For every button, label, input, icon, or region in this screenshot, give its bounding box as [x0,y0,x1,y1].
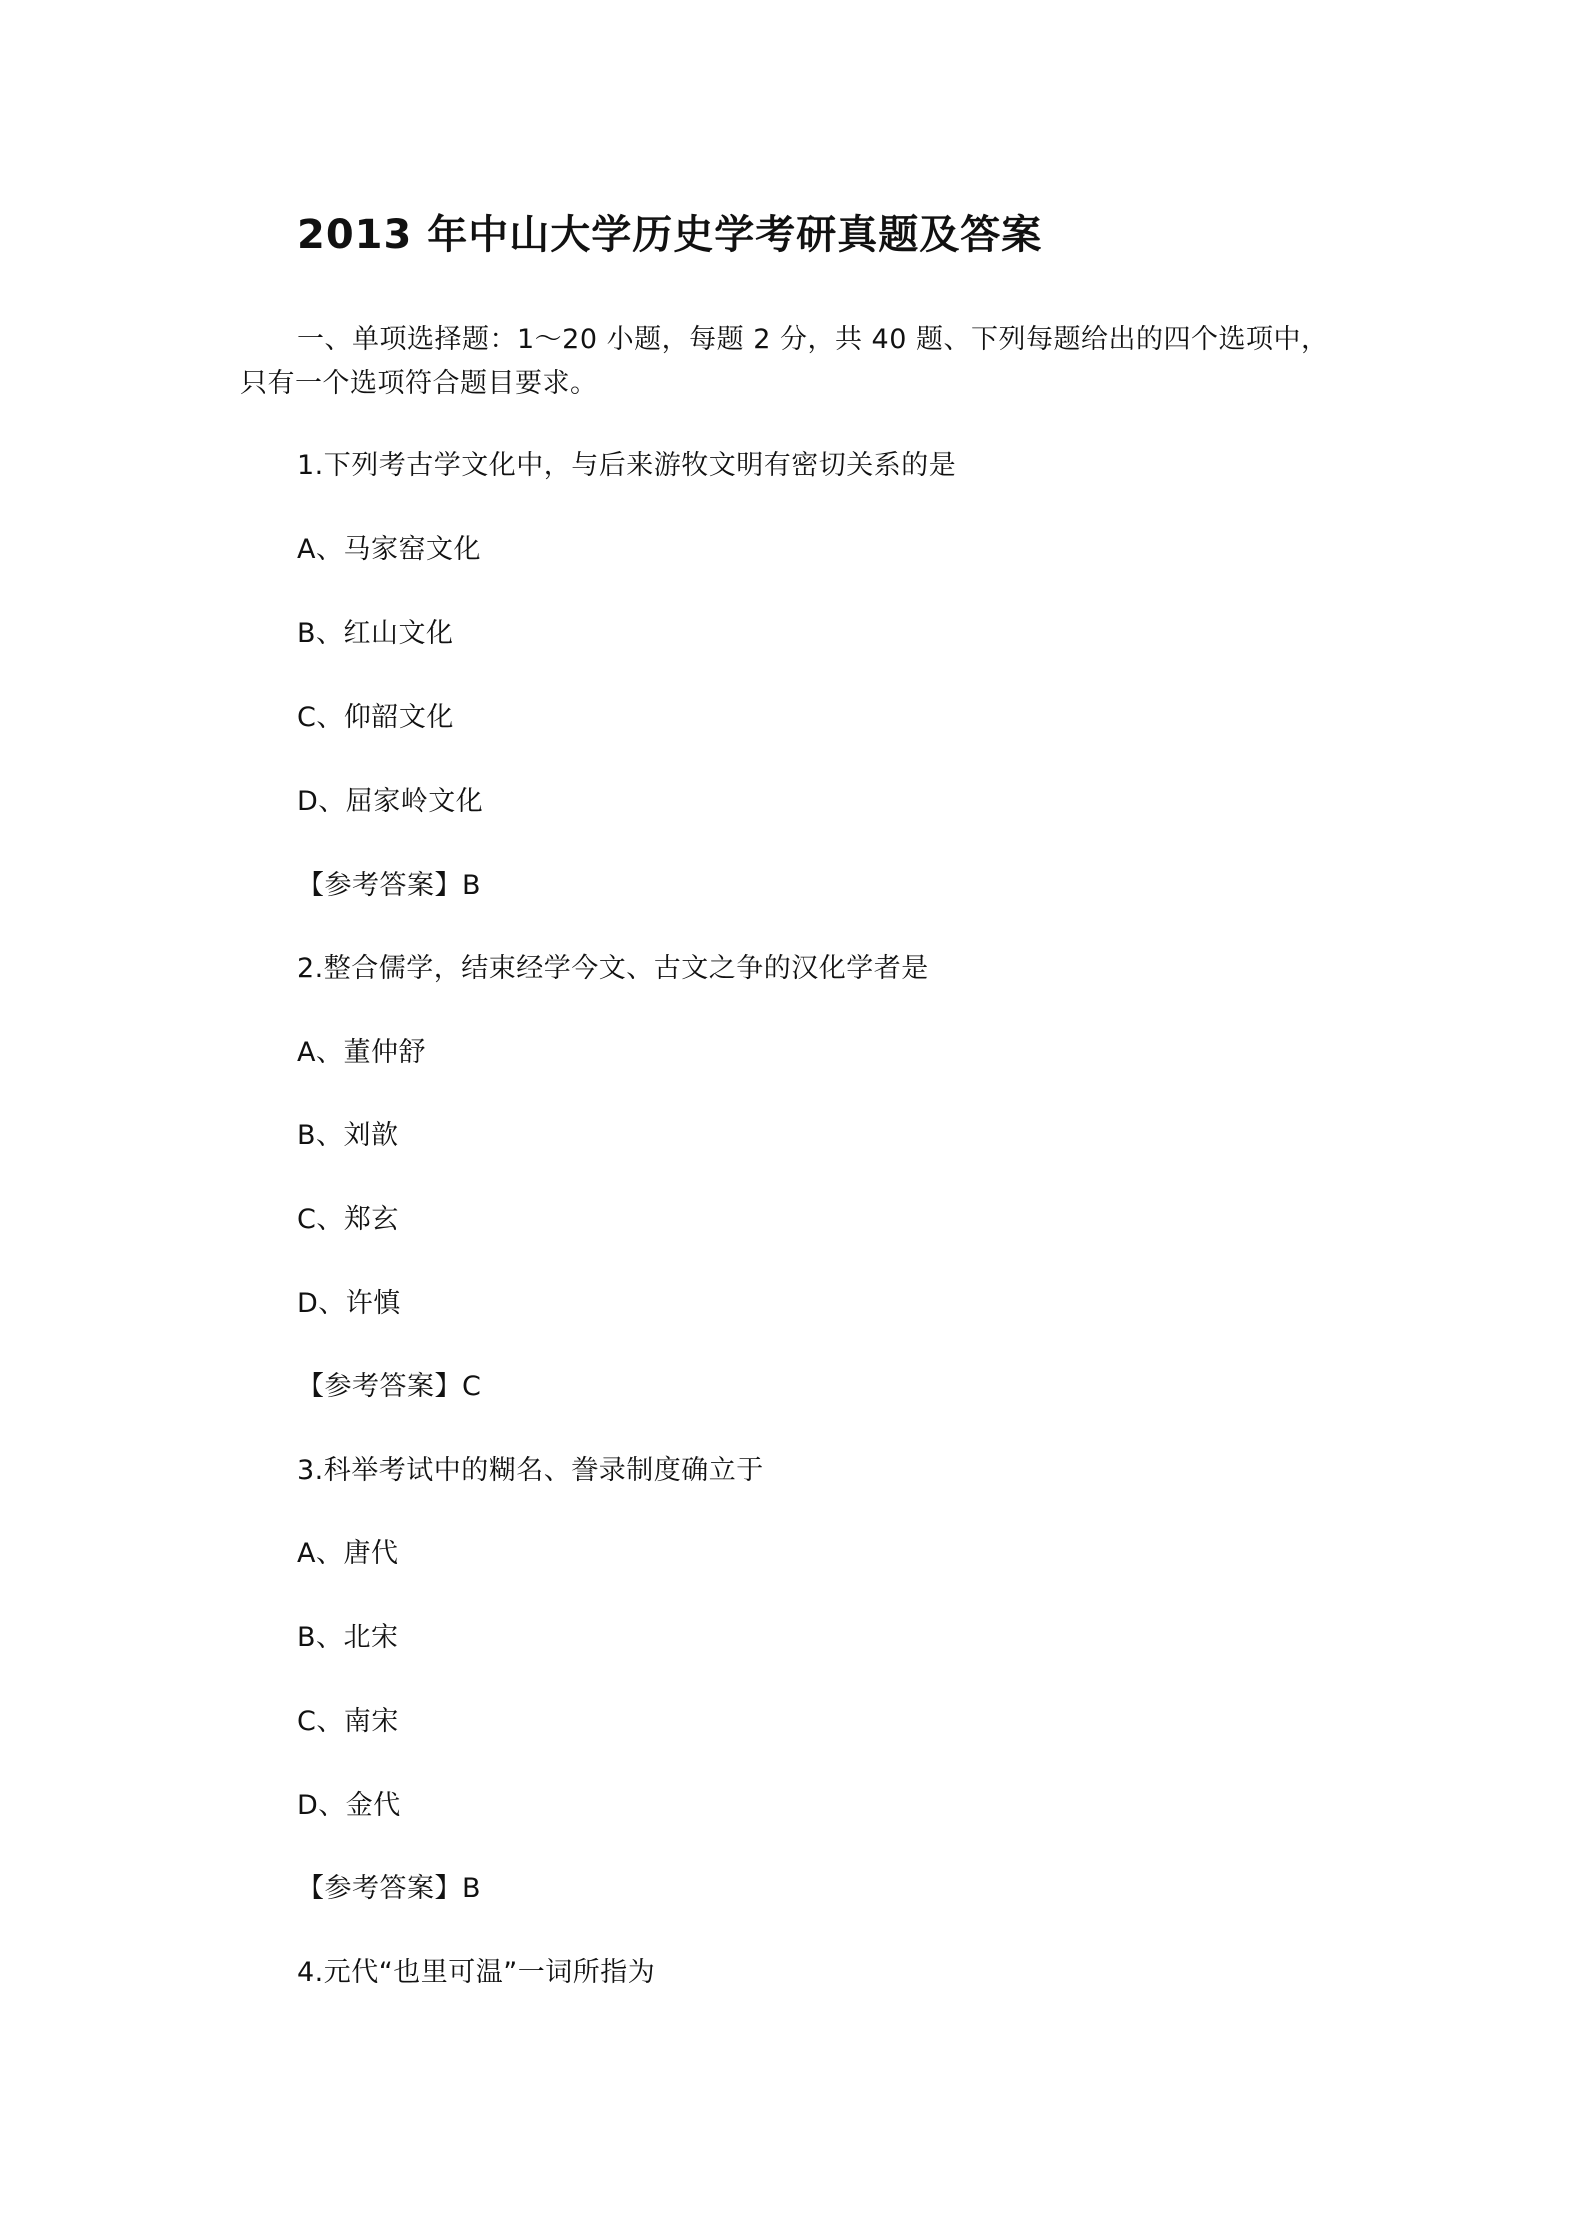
document-title: 2013 年中山大学历史学考研真题及答案 [297,212,1043,258]
question-2-option-c: C、郑玄 [297,1204,399,1235]
question-2-option-b: B、刘歆 [297,1120,399,1151]
question-2-stem: 2.整合儒学，结束经学今文、古文之争的汉化学者是 [297,953,929,984]
question-1-option-a: A、马家窑文化 [297,534,481,565]
question-4-stem: 4.元代“也里可温”一词所指为 [297,1957,656,1988]
question-1-stem: 1.下列考古学文化中，与后来游牧文明有密切关系的是 [297,450,957,481]
question-2-answer: 【参考答案】C [297,1371,482,1402]
question-3-answer: 【参考答案】B [297,1873,482,1904]
question-3-option-c: C、南宋 [297,1706,399,1737]
question-2-option-d: D、许慎 [297,1288,401,1319]
question-1-option-b: B、红山文化 [297,618,454,649]
question-3-option-b: B、北宋 [297,1622,399,1653]
question-3-option-a: A、唐代 [297,1538,399,1569]
question-2-option-a: A、董仲舒 [297,1037,426,1068]
question-1-option-c: C、仰韶文化 [297,702,454,733]
question-1-option-d: D、屈家岭文化 [297,786,484,817]
question-3-stem: 3.科举考试中的糊名、誊录制度确立于 [297,1455,764,1486]
section-instructions: 一、单项选择题：1～20 小题，每题 2 分，共 40 题、下列每题给出的四个选项中，只有一个选项符合题目要求。 [240,324,1329,399]
question-3-option-d: D、金代 [297,1790,401,1821]
question-1-answer: 【参考答案】B [297,870,482,901]
